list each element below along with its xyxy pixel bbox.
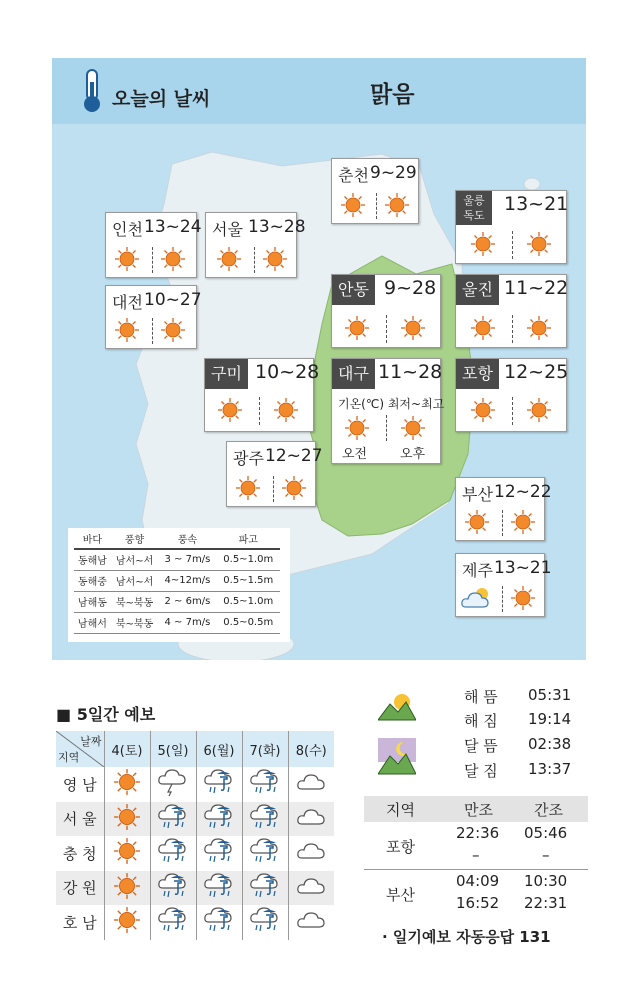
forecast-cell — [150, 905, 196, 940]
city-name: 제주 — [462, 561, 493, 580]
sun-icon — [344, 315, 370, 341]
city-card-incheon — [105, 212, 202, 278]
city-card-jeju — [455, 553, 552, 617]
forecast-cell — [150, 836, 196, 871]
sun-icon — [216, 246, 242, 272]
sea-cell: 남서~서 — [111, 549, 158, 570]
forecast-cell — [196, 905, 242, 940]
rain-cloud-icon — [249, 872, 281, 900]
city-temp: 12~25 — [504, 361, 569, 383]
forecast-cell — [242, 905, 288, 940]
sunrise-label: 해 뜸 — [464, 688, 498, 706]
city-tag: 포항 — [456, 359, 499, 389]
legend-am-label: 오전 — [342, 447, 368, 462]
sea-header-wind-dir: 풍향 — [111, 528, 158, 549]
lightning-cloud-icon — [157, 768, 189, 796]
forecast-day: 8(수) — [288, 731, 334, 767]
table-row — [74, 612, 280, 633]
sea-cell: 동해중 — [74, 570, 111, 591]
forecast-title: ■ 5일간 예보 — [56, 705, 156, 724]
city-name: 대전 — [112, 293, 143, 312]
tide-low-1: 05:46 — [524, 824, 568, 842]
sunset-time: 19:14 — [528, 710, 572, 728]
sun-icon — [470, 231, 496, 257]
sea-cell: 0.5~1.0m — [217, 591, 281, 612]
corner-date-label: 날짜 — [80, 735, 102, 748]
rain-cloud-icon — [249, 837, 281, 865]
rain-cloud-icon — [157, 872, 189, 900]
sun-icon — [113, 768, 141, 796]
tide-high-2: – — [472, 846, 480, 864]
sun-icon — [526, 397, 552, 423]
cloud-icon — [296, 909, 326, 931]
city-temp: 9~29 — [370, 163, 417, 183]
tide-low-2: 22:31 — [524, 894, 568, 912]
sun-icon — [114, 246, 140, 272]
city-card-gwangju — [226, 441, 323, 507]
sun-icon — [273, 397, 299, 423]
tide-row — [364, 870, 588, 918]
sun-icon — [526, 315, 552, 341]
forecast-cell — [150, 767, 196, 802]
city-name: 서울 — [212, 220, 243, 239]
city-card-seoul — [205, 212, 306, 278]
city-card-daegu — [331, 358, 445, 464]
header-bar — [52, 58, 586, 124]
city-card-ulleung — [455, 190, 567, 264]
forecast-row — [56, 871, 334, 906]
tide-row — [364, 822, 588, 870]
forecast-title-text: 5일간 예보 — [76, 705, 156, 724]
forecast-cell — [242, 767, 288, 802]
sun-icon — [400, 415, 426, 441]
sun-icon — [113, 803, 141, 831]
forecast-cell — [150, 802, 196, 837]
city-temp: 12~27 — [265, 446, 323, 466]
city-card-gumi — [204, 358, 320, 432]
sun-icon — [113, 837, 141, 865]
table-row — [74, 591, 280, 612]
city-temp: 11~22 — [504, 277, 569, 299]
forecast-cell — [104, 871, 150, 906]
forecast-cell — [104, 802, 150, 837]
city-name: 춘천 — [338, 166, 369, 185]
city-name: 부산 — [462, 485, 493, 504]
moonset-label: 달 짐 — [464, 762, 498, 780]
city-card-pohang — [455, 358, 567, 432]
legend-temp-label: 기온(℃) 최저~최고 — [338, 397, 445, 411]
corner-region-label: 지역 — [58, 751, 80, 764]
sea-header-wave: 파고 — [217, 528, 281, 549]
forecast-cell — [104, 767, 150, 802]
forecast-corner — [56, 731, 104, 767]
sun-icon — [114, 317, 140, 343]
forecast-cell — [196, 802, 242, 837]
city-temp: 12~22 — [494, 482, 552, 502]
city-name: 광주 — [233, 449, 264, 468]
forecast-region: 서 울 — [56, 802, 104, 837]
tide-low-1: 10:30 — [524, 872, 568, 890]
rain-cloud-icon — [203, 872, 235, 900]
rain-cloud-icon — [203, 906, 235, 934]
sun-icon — [340, 192, 366, 218]
city-card-busan — [455, 477, 552, 541]
sea-cell: 0.5~1.5m — [217, 570, 281, 591]
city-card-uljin — [455, 274, 567, 348]
sea-cell: 남서~서 — [111, 570, 158, 591]
sun-icon — [160, 317, 186, 343]
sun-icon — [262, 246, 288, 272]
sun-icon — [464, 509, 490, 535]
cloud-icon — [296, 875, 326, 897]
city-temp: 9~28 — [384, 277, 437, 299]
sea-cell: 2 ~ 6m/s — [158, 591, 216, 612]
sun-icon — [113, 906, 141, 934]
sunrise-time: 05:31 — [528, 686, 572, 704]
forecast-region: 강 원 — [56, 871, 104, 906]
forecast-cell — [196, 767, 242, 802]
forecast-cell — [288, 871, 334, 906]
cloud-icon — [296, 771, 326, 793]
rain-cloud-icon — [157, 906, 189, 934]
forecast-cell — [242, 836, 288, 871]
rain-cloud-icon — [249, 906, 281, 934]
forecast-region: 충 청 — [62, 844, 97, 863]
sun-icon — [470, 315, 496, 341]
ulleung-island — [524, 178, 540, 190]
city-tag: 울진 — [456, 275, 499, 305]
rain-cloud-icon — [157, 837, 189, 865]
sun-icon — [384, 192, 410, 218]
forecast-cell — [288, 767, 334, 802]
tide-region: 포항 — [386, 838, 415, 856]
city-tag: 울릉 독도 — [456, 191, 492, 225]
city-temp: 13~21 — [504, 193, 569, 215]
rain-cloud-icon — [203, 803, 235, 831]
forecast-cell — [288, 802, 334, 837]
today-condition: 맑음 — [370, 82, 415, 108]
forecast-row — [56, 905, 334, 940]
forecast-cell — [288, 905, 334, 940]
forecast-cell — [196, 871, 242, 906]
tide-header-low: 간조 — [534, 801, 563, 819]
sea-header-area: 바다 — [74, 528, 111, 549]
sea-cell: 0.5~1.0m — [217, 549, 281, 570]
city-card-daejeon — [105, 285, 202, 349]
sea-cell: 4~12m/s — [158, 570, 216, 591]
sun-icon — [510, 509, 536, 535]
tide-high-2: 16:52 — [456, 894, 500, 912]
city-tag: 대구 — [332, 359, 375, 389]
legend-pm-label: 오후 — [400, 447, 426, 462]
forecast-header-row — [56, 731, 334, 767]
sea-header-wind-speed: 풍속 — [158, 528, 216, 549]
city-temp: 11~28 — [378, 361, 443, 383]
tide-header-high: 만조 — [464, 801, 493, 819]
forecast-cell — [242, 802, 288, 837]
forecast-cell — [196, 836, 242, 871]
city-temp: 13~24 — [144, 217, 202, 237]
sun-icon — [217, 397, 243, 423]
forecast-day: 5(일) — [150, 731, 196, 767]
sun-icon — [113, 872, 141, 900]
sun-icon — [160, 246, 186, 272]
header-title: 오늘의 날씨 — [112, 88, 211, 110]
rain-cloud-icon — [249, 803, 281, 831]
city-temp: 13~21 — [494, 558, 552, 578]
sunset-label: 해 짐 — [464, 712, 498, 730]
rain-cloud-icon — [203, 768, 235, 796]
city-temp: 10~27 — [144, 290, 202, 310]
sun-icon — [470, 397, 496, 423]
tide-header-row — [364, 796, 588, 822]
forecast-day: 4(토) — [104, 731, 150, 767]
sun-icon — [235, 475, 261, 501]
tide-table — [364, 796, 588, 918]
sun-icon — [510, 585, 536, 611]
tide-low-2: – — [542, 846, 550, 864]
rain-cloud-icon — [203, 837, 235, 865]
partly-cloudy-icon — [460, 585, 494, 611]
forecast-row — [56, 767, 334, 802]
sea-cell: 남해동 — [74, 591, 111, 612]
thermometer-icon — [80, 68, 104, 114]
city-card-chuncheon — [331, 158, 419, 224]
forecast-day: 6(월) — [196, 731, 242, 767]
sea-cell: 북~북동 — [111, 591, 158, 612]
sun-icon — [344, 415, 370, 441]
forecast-row — [56, 802, 334, 837]
sun-icon — [400, 315, 426, 341]
forecast-region: 영 남 — [62, 775, 97, 794]
city-card-andong — [331, 274, 441, 348]
cloud-icon — [296, 840, 326, 862]
sea-conditions-table — [68, 528, 290, 642]
forecast-cell — [288, 836, 334, 871]
table-row — [74, 549, 280, 570]
forecast-row — [56, 836, 334, 871]
city-tag: 구미 — [205, 359, 248, 389]
city-tag: 안동 — [332, 275, 375, 305]
sea-cell: 북~북동 — [111, 612, 158, 633]
tide-high-1: 04:09 — [456, 872, 500, 890]
tide-region: 부산 — [386, 886, 415, 904]
table-row — [74, 570, 280, 591]
forecast-table — [56, 731, 334, 940]
moonset-time: 13:37 — [528, 760, 572, 778]
moonrise-time: 02:38 — [528, 735, 572, 753]
city-temp: 10~28 — [255, 361, 320, 383]
sea-cell: 남해서 — [74, 612, 111, 633]
rain-cloud-icon — [249, 768, 281, 796]
forecast-day: 7(화) — [242, 731, 288, 767]
moonrise-label: 달 뜸 — [464, 737, 498, 755]
forecast-cell — [150, 871, 196, 906]
auto-response-info: · 일기예보 자동응답 131 — [382, 928, 551, 946]
forecast-region: 호 남 — [62, 913, 97, 932]
forecast-cell — [104, 836, 150, 871]
sea-cell: 0.5~0.5m — [217, 612, 281, 633]
sun-icon — [281, 475, 307, 501]
moonrise-moonset-icon — [378, 738, 416, 776]
rain-cloud-icon — [157, 803, 189, 831]
sea-cell: 3 ~ 7m/s — [158, 549, 216, 570]
sunrise-sunset-icon — [378, 690, 416, 722]
sun-icon — [526, 231, 552, 257]
forecast-cell — [104, 905, 150, 940]
forecast-cell — [242, 871, 288, 906]
cloud-icon — [296, 806, 326, 828]
city-temp: 13~28 — [248, 217, 306, 237]
city-name: 인천 — [112, 220, 143, 239]
tide-high-1: 22:36 — [456, 824, 500, 842]
sea-cell: 동해남 — [74, 549, 111, 570]
sea-cell: 4 ~ 7m/s — [158, 612, 216, 633]
tide-header-region: 지역 — [386, 801, 415, 819]
